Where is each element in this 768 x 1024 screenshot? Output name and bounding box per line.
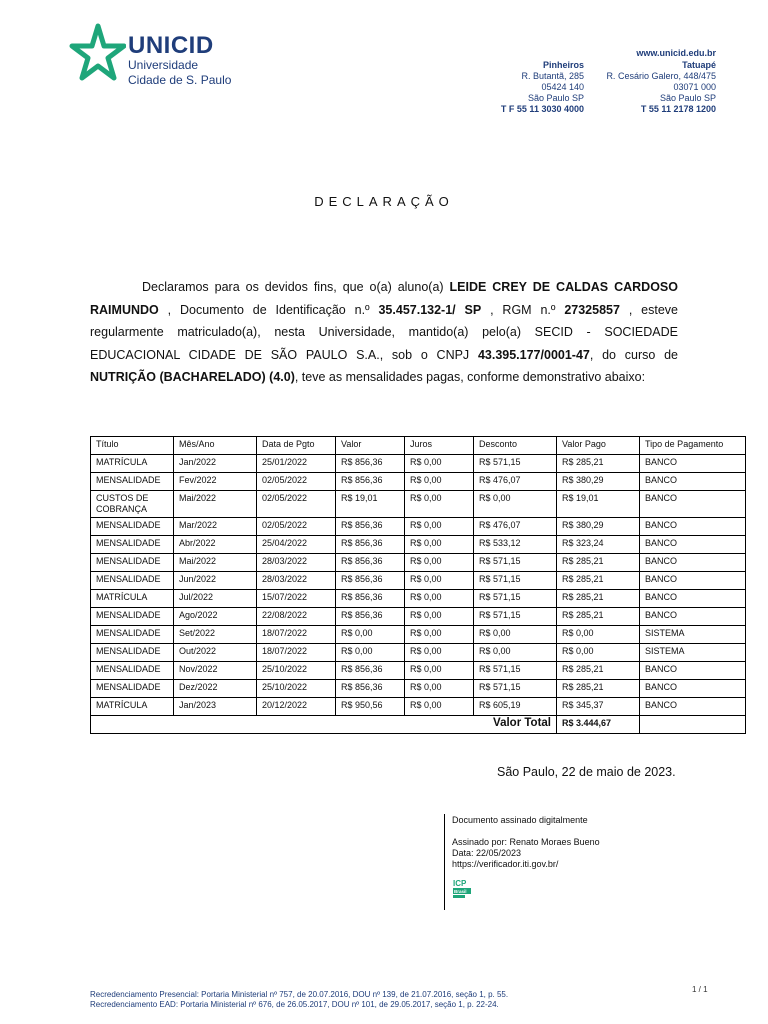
table-cell: MATRÍCULA [91,455,174,473]
table-cell: Out/2022 [174,644,257,662]
table-cell: R$ 856,36 [336,590,405,608]
table-cell: R$ 19,01 [557,491,640,518]
total-value: R$ 3.444,67 [557,716,640,734]
para-text-1: Declaramos para os devidos fins, que o(a) aluno(a) [142,280,450,294]
table-cell: Fev/2022 [174,473,257,491]
page-indicator: 1 / 1 [692,985,708,994]
campus-city: São Paulo SP [527,93,584,103]
table-cell: R$ 856,36 [336,680,405,698]
table-cell: BANCO [640,518,746,536]
table-row [91,536,746,554]
campus-pinheiros-address [480,60,584,115]
table-cell: R$ 0,00 [405,662,474,680]
table-row [91,626,746,644]
table-cell: CUSTOS DE COBRANÇA [91,491,174,518]
table-row [91,572,746,590]
col-header: Valor [336,437,405,455]
table-cell: BANCO [640,554,746,572]
table-cell: Set/2022 [174,626,257,644]
table-cell: 18/07/2022 [257,644,336,662]
table-cell: MENSALIDADE [91,626,174,644]
para-text-6: , teve as mensalidades pagas, conforme demonstrativo abaixo: [294,370,646,385]
id-document: 35.457.132-1/ SP [378,302,482,317]
total-empty-cell [640,716,746,734]
campus-phone: T F 55 11 3030 4000 [500,104,584,114]
table-cell: BANCO [640,473,746,491]
table-cell: R$ 605,19 [474,698,557,716]
table-cell: BANCO [640,572,746,590]
table-cell: MENSALIDADE [91,644,174,662]
table-cell: R$ 285,21 [557,572,640,590]
col-header: Título [91,437,174,455]
table-cell: R$ 285,21 [557,554,640,572]
table-cell: 02/05/2022 [257,518,336,536]
table-cell: R$ 380,29 [557,473,640,491]
payments-table [90,436,746,734]
table-cell: Mai/2022 [174,554,257,572]
table-cell: R$ 285,21 [557,590,640,608]
campus-tatuape-address [586,60,716,115]
table-cell: MENSALIDADE [91,554,174,572]
table-cell: 25/10/2022 [257,662,336,680]
table-cell: Jul/2022 [174,590,257,608]
svg-text:Brasil: Brasil [454,889,467,894]
table-cell: R$ 571,15 [474,455,557,473]
table-cell: R$ 0,00 [405,518,474,536]
col-header: Mês/Ano [174,437,257,455]
col-header: Valor Pago [557,437,640,455]
table-cell: MATRÍCULA [91,590,174,608]
cnpj-number: 43.395.177/0001-47 [477,347,590,362]
table-row [91,518,746,536]
table-cell: MENSALIDADE [91,536,174,554]
table-cell: R$ 0,00 [405,473,474,491]
table-cell: R$ 0,00 [557,644,640,662]
table-cell: R$ 856,36 [336,554,405,572]
table-header-row [91,437,746,455]
table-row [91,473,746,491]
table-cell: Abr/2022 [174,536,257,554]
campus-name: Pinheiros [542,60,584,70]
table-cell: R$ 571,15 [474,608,557,626]
table-row [91,608,746,626]
table-cell: MENSALIDADE [91,572,174,590]
table-cell: 15/07/2022 [257,590,336,608]
col-header: Desconto [474,437,557,455]
unicid-logo-star-icon [66,22,126,84]
campus-street: R. Cesário Galero, 448/475 [606,71,716,81]
table-cell: R$ 323,24 [557,536,640,554]
table-cell: R$ 285,21 [557,455,640,473]
table-cell: R$ 0,00 [474,644,557,662]
table-cell: MENSALIDADE [91,662,174,680]
signature-date: Data: 22/05/2023 [452,848,522,858]
table-cell: R$ 0,00 [405,590,474,608]
table-cell: 28/03/2022 [257,554,336,572]
table-cell: R$ 950,56 [336,698,405,716]
table-cell: 28/03/2022 [257,572,336,590]
para-text-4: , esteve regularmente matriculado(a), nesta Universidade, mantido(a) pelo(a) SECID - SOCIEDADE EDUCACIONAL CIDADE DE SÃO PAULO S.A., sob o CNPJ [90,302,679,362]
declaration-paragraph [90,276,678,389]
table-cell: R$ 0,00 [405,491,474,518]
table-cell: R$ 476,07 [474,473,557,491]
table-cell: R$ 856,36 [336,455,405,473]
table-cell: BANCO [640,680,746,698]
campus-phone: T 55 11 2178 1200 [640,104,716,114]
table-cell: R$ 0,00 [474,626,557,644]
table-cell: Nov/2022 [174,662,257,680]
table-cell: Jun/2022 [174,572,257,590]
table-cell: Dez/2022 [174,680,257,698]
table-cell: 02/05/2022 [257,491,336,518]
campus-name: Tatuapé [682,60,716,70]
logo-subtitle-line1: Universidade [128,58,199,72]
table-cell: BANCO [640,491,746,518]
table-cell: R$ 856,36 [336,572,405,590]
table-cell: 22/08/2022 [257,608,336,626]
table-cell: 25/04/2022 [257,536,336,554]
accreditation-footer [90,990,508,1010]
document-title: DECLARAÇÃO [314,194,454,209]
total-label: Valor Total [91,716,557,734]
table-row [91,698,746,716]
table-row [91,554,746,572]
table-cell: R$ 0,00 [405,698,474,716]
table-row [91,662,746,680]
table-cell: R$ 0,00 [474,491,557,518]
table-cell: R$ 533,12 [474,536,557,554]
para-text-2: , Documento de Identificação n.º [158,302,379,317]
campus-cep: 05424 140 [541,82,584,92]
signature-divider [444,814,445,910]
footer-line-2: Recredenciamento EAD: Portaria Ministerial nº 676, de 26.05.2017, DOU nº 101, de 29.05.2017, seção 1, p. 22-24. [90,1000,499,1009]
table-cell: R$ 856,36 [336,662,405,680]
table-cell: SISTEMA [640,626,746,644]
table-cell: R$ 571,15 [474,680,557,698]
table-cell: R$ 0,00 [405,455,474,473]
table-cell: 25/10/2022 [257,680,336,698]
table-row [91,455,746,473]
table-cell: MENSALIDADE [91,518,174,536]
place-date: São Paulo, 22 de maio de 2023. [497,765,676,779]
rgm-number: 27325857 [564,302,620,317]
table-cell: R$ 571,15 [474,572,557,590]
table-row [91,590,746,608]
table-cell: Jan/2023 [174,698,257,716]
table-cell: R$ 0,00 [336,626,405,644]
col-header: Tipo de Pagamento [640,437,746,455]
table-row [91,644,746,662]
table-cell: R$ 571,15 [474,554,557,572]
svg-text:ICP: ICP [453,879,467,888]
table-cell: R$ 856,36 [336,608,405,626]
table-cell: MATRÍCULA [91,698,174,716]
table-cell: R$ 0,00 [405,626,474,644]
table-cell: MENSALIDADE [91,473,174,491]
table-cell: BANCO [640,662,746,680]
table-cell: R$ 476,07 [474,518,557,536]
table-cell: R$ 345,37 [557,698,640,716]
table-cell: R$ 19,01 [336,491,405,518]
table-cell: BANCO [640,698,746,716]
logo-subtitle-line2: Cidade de S. Paulo [128,73,232,87]
table-total-row [91,716,746,734]
table-cell: R$ 571,15 [474,662,557,680]
table-cell: Ago/2022 [174,608,257,626]
table-cell: BANCO [640,455,746,473]
footer-line-1: Recredenciamento Presencial: Portaria Ministerial nº 757, de 20.07.2016, DOU nº 139, de 21.07.2016, seção 1, p. 55. [90,990,509,999]
signature-signer: Assinado por: Renato Moraes Bueno [452,837,600,847]
signature-verifier-url[interactable]: https://verificador.iti.gov.br/ [452,859,559,869]
table-cell: R$ 0,00 [405,572,474,590]
table-cell: R$ 856,36 [336,536,405,554]
table-cell: Jan/2022 [174,455,257,473]
table-cell: R$ 285,21 [557,662,640,680]
col-header: Data de Pgto [257,437,336,455]
col-header: Juros [405,437,474,455]
table-cell: SISTEMA [640,644,746,662]
table-cell: R$ 0,00 [405,680,474,698]
campus-city: São Paulo SP [659,93,716,103]
table-cell: R$ 0,00 [557,626,640,644]
table-cell: R$ 380,29 [557,518,640,536]
table-cell: MENSALIDADE [91,680,174,698]
table-cell: Mar/2022 [174,518,257,536]
table-cell: R$ 856,36 [336,518,405,536]
table-cell: 18/07/2022 [257,626,336,644]
table-cell: R$ 0,00 [405,608,474,626]
table-cell: R$ 571,15 [474,590,557,608]
icp-brasil-seal-icon [452,878,472,900]
table-cell: R$ 285,21 [557,608,640,626]
table-cell: R$ 0,00 [405,554,474,572]
course-name: NUTRIÇÃO (BACHARELADO) (4.0) [90,370,295,385]
table-cell: 20/12/2022 [257,698,336,716]
campus-cep: 03071 000 [673,82,716,92]
table-cell: R$ 856,36 [336,473,405,491]
table-cell: BANCO [640,590,746,608]
table-cell: Mai/2022 [174,491,257,518]
table-cell: R$ 0,00 [405,644,474,662]
table-row [91,491,746,518]
student-name: LEIDE CREY DE CALDAS CARDOSO RAIMUNDO [90,280,678,317]
signature-line-1: Documento assinado digitalmente [452,815,588,825]
table-cell: 25/01/2022 [257,455,336,473]
table-cell: BANCO [640,608,746,626]
logo-wordmark: UNICID [128,32,214,59]
para-text-3: , RGM n.º [481,302,565,317]
table-cell: R$ 0,00 [405,536,474,554]
website-link[interactable]: www.unicid.edu.br [636,48,716,58]
table-row [91,680,746,698]
table-cell: R$ 285,21 [557,680,640,698]
table-cell: BANCO [640,536,746,554]
table-cell: MENSALIDADE [91,608,174,626]
para-text-5: , do curso de [589,347,679,362]
table-cell: R$ 0,00 [336,644,405,662]
table-cell: 02/05/2022 [257,473,336,491]
digital-signature-block [452,815,600,870]
campus-street: R. Butantã, 285 [521,71,584,81]
